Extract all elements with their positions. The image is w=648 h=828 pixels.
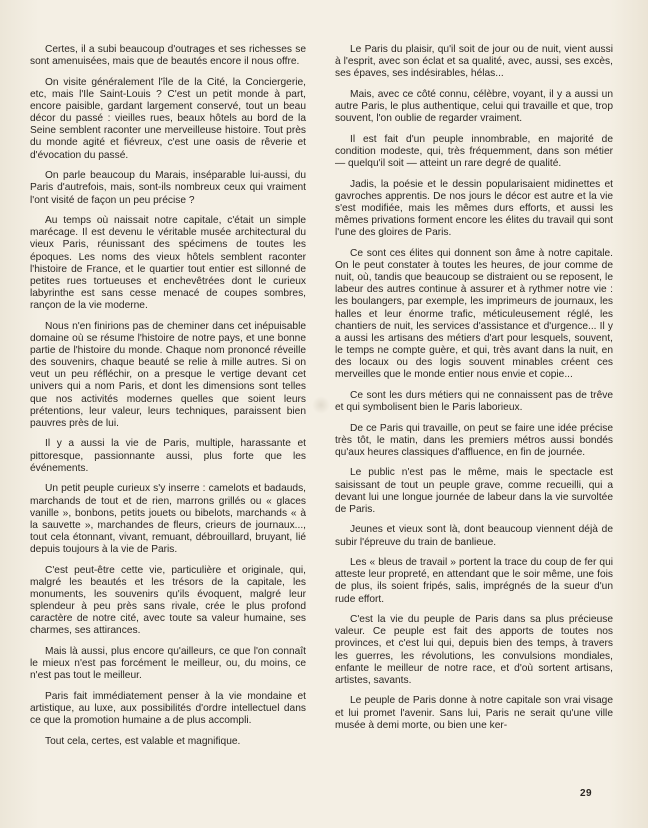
paragraph: Paris fait immédiatement penser à la vie mondaine et artistique, au luxe, aux possibilités d'ordre intellectuel dans ce que la promotion humaine a de plus accompli.	[30, 690, 306, 727]
page-number: 29	[580, 788, 593, 799]
paragraph: Certes, il a subi beaucoup d'outrages et ses richesses se sont amenuisées, mais que de beautés encore il nous offre.	[30, 44, 306, 68]
paragraph: Il est fait d'un peuple innombrable, en majorité de condition modeste, qui, très fréquemment, dans son métier — quelqu'il soit — atteint un rare degré de qualité.	[335, 133, 613, 170]
paragraph: Mais là aussi, plus encore qu'ailleurs, ce que l'on connaît le mieux n'est pas forcément le meilleur, ou, du moins, ce n'est pas tout le meilleur.	[30, 646, 306, 682]
paragraph: Il y a aussi la vie de Paris, multiple, harassante et pittoresque, passionnante aussi, plus forte que les événements.	[30, 438, 306, 474]
paragraph: De ce Paris qui travaille, on peut se faire une idée précise très tôt, le matin, dans les premiers métros aussi bondés qu'aux heures classiques d'affluence, en fin de journée.	[335, 422, 613, 458]
paragraph: C'est la vie du peuple de Paris dans sa plus précieuse valeur. Ce peuple est fait des apports de toutes nos provinces, et c'est lui qui, depuis bien des temps, à travers les guerres, les révolutions, les convulsions mondiales, enfante le meilleur de notre race, et d'où sortent artisans, artistes, savants.	[335, 614, 613, 686]
paragraph: Le Paris du plaisir, qu'il soit de jour ou de nuit, vient aussi à l'esprit, avec son éclat et sa qualité, avec, aussi, ses excès, ses épaves, ses indésirables, hélas...	[335, 44, 613, 80]
text-column-right	[335, 44, 613, 740]
paragraph: C'est peut-être cette vie, particulière et originale, qui, malgré les beautés et les trésors de la capitale, les monuments, les souvenirs qu'ils évoquent, malgré leur splendeur à peu près sans rivale, crée le plus profond caractère de notre cité, avec toute sa valeur humaine, ses charmes, ses attirances.	[30, 564, 306, 637]
paragraph: Jeunes et vieux sont là, dont beaucoup viennent déjà de subir l'épreuve du train de banlieue.	[335, 524, 613, 548]
paragraph: Le public n'est pas le même, mais le spectacle est saisissant de tout un peuple grave, comme recueilli, qui a devant lui une longue journée de labeur dans la vie survoltée de Paris.	[335, 467, 613, 515]
paper-blemish	[312, 396, 330, 414]
paragraph: On visite généralement l'île de la Cité, la Conciergerie, etc, mais l'Ile Saint-Louis ? C'est un petit monde à part, encore paisible, gardant largement conservé, tout un beau décor du passé : vieilles rues, beaux hôtels au bord de la Seine semblent raconter une merveilleuse histoire. Tout près du monde agité et fiévreux, c'est une oasis de rêverie et d'évocation du passé.	[30, 76, 306, 161]
paragraph: Au temps où naissait notre capitale, c'était un simple marécage. Il est devenu le véritable musée architectural du vieux Paris, réunissant des spécimens de toutes les époques. Les noms des vieux hôtels semblent raconter l'histoire de France, et le quartier tout entier est sillonné de petites rues tortueuses et enchevêtrées dont le curieux labyrinthe est sans cesse menacé de coupes sombres, rançon de la vie moderne.	[30, 215, 306, 312]
paragraph: Ce sont les durs métiers qui ne connaissent pas de trêve et qui symbolisent bien le Paris laborieux.	[335, 389, 613, 414]
paragraph: Le peuple de Paris donne à notre capitale son vrai visage et lui promet l'avenir. Sans lui, Paris ne serait qu'une ville musée à demi morte, ou bien une ker-	[335, 695, 613, 731]
paragraph: Un petit peuple curieux s'y inserre : camelots et badauds, marchands de tout et de rien, marrons grillés ou « glaces vanille », bonbons, petits jouets ou bibelots, marchands « à la sauvette », marchandes de fleurs, crieurs de journaux..., tout cela étonnant, vivant, remuant, débrouillard, bruyant, lié depuis toujours à la vie de Paris.	[30, 483, 306, 556]
paragraph: Nous n'en finirions pas de cheminer dans cet inépuisable domaine où se résume l'histoire de notre pays, et une bonne partie de l'histoire du monde. Chaque nom prononcé réveille des souvenirs, chaque beauté se relie à mille autres. Si on veut un peu réfléchir, on a presque le vertige devant cet univers qui a nom Paris, et dont les dimensions sont telles que nos activités modernes quelles que soient leurs prétentions, leur valeur, leurs techniques, paraissent bien pauvres près de lui.	[30, 320, 306, 429]
paragraph: Tout cela, certes, est valable et magnifique.	[45, 735, 241, 747]
paragraph: Ce sont ces élites qui donnent son âme à notre capitale. On le peut constater à toutes les heures, de jour comme de nuit, où, tandis que beaucoup se distraient ou se reposent, le labeur des autres continue à assurer et à rythmer notre vie : les boulangers, par exemple, les imprimeurs de journaux, les halles et leur énorme trafic, méticuleusement réglé, les chantiers de nuit, les services d'assistance et d'urgence... Il y a aussi les artisans des métiers d'art pour lesquels, souvent, le temps ne compte guère, et qui, très avant dans la nuit, en des locaux ou des logis souvent minables créent ces merveilles que le monde entier nous envie et copie...	[335, 247, 613, 381]
paragraph: Les « bleus de travail » portent la trace du coup de fer qui atteste leur propreté, en attendant que le soir même, une fois de plus, ils soient fripés, salis, imprégnés de la sueur d'un rude effort.	[335, 557, 613, 605]
text-column-left	[30, 44, 306, 756]
paragraph: Mais, avec ce côté connu, célèbre, voyant, il y a aussi un autre Paris, le plus authentique, celui qui travaille et que, trop souvent, l'on oublie de regarder vraiment.	[335, 88, 613, 125]
paragraph: Jadis, la poésie et le dessin popularisaient midinettes et gavroches apprentis. De nos jours le décor est autre et la vie s'est modifiée, mais les mêmes durs efforts, et aussi les mêmes privations forment encore les élites du travail qui sont l'une des gloires de Paris.	[335, 178, 613, 239]
paragraph: On parle beaucoup du Marais, inséparable lui-aussi, du Paris d'autrefois, mais, sont-ils nombreux ceux qui vraiment l'ont visité de façon un peu précise ?	[30, 170, 306, 206]
